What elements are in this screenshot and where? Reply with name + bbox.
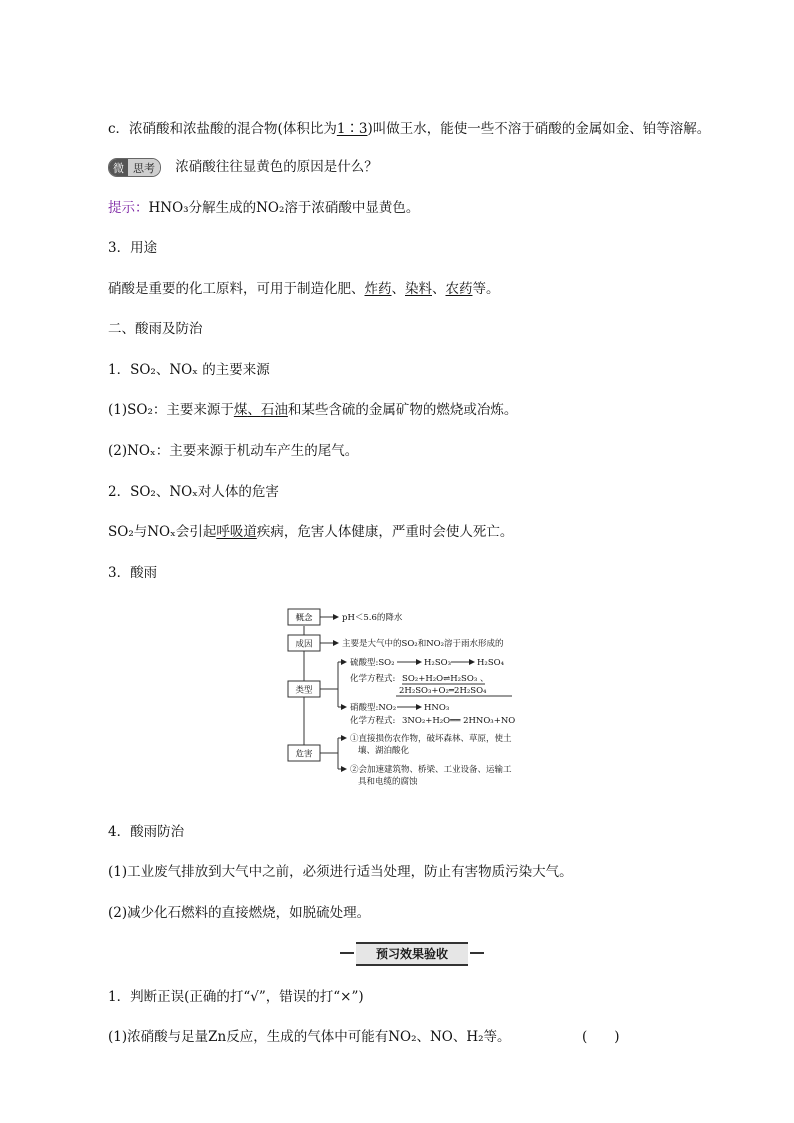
paragraph-prevention-2: (2)减少化石燃料的直接燃烧，如脱硫处理。 — [108, 905, 371, 921]
equation-2: 2H₂SO₃+O₂═2H₂SO₄ — [399, 686, 487, 696]
usage-explosives: 炸药 — [364, 281, 392, 297]
hint-row — [108, 196, 419, 216]
aqua-regia-suffix: )叫做王水，能使一些不溶于硝酸的金属如金、铂等溶解。 — [367, 121, 711, 137]
heading-prevention: 4．酸雨防治 — [108, 824, 185, 840]
paragraph-harm — [108, 520, 513, 540]
equation-label-2: 化学方程式: — [350, 716, 396, 726]
heading-acid-rain: 3．酸雨 — [108, 565, 158, 581]
src1-oil: 石油 — [260, 402, 288, 418]
src1-prefix: (1)SO₂：主要来源于 — [108, 402, 234, 418]
think-badge-right: 思考 — [128, 159, 160, 176]
acid-rain-diagram — [280, 603, 550, 788]
question-1-answer-blank[interactable]: ( ) — [582, 1029, 620, 1045]
think-question: 浓硝酸往往显黄色的原因是什么？ — [175, 159, 378, 175]
heading-section-2: 二、酸雨及防治 — [108, 321, 203, 337]
usage-prefix: 硝酸是重要的化工原料，可用于制造化肥、 — [108, 281, 365, 297]
aqua-regia-ratio: 1∶3 — [336, 121, 368, 137]
paragraph-source-so2 — [108, 398, 517, 418]
aqua-regia-prefix: c．浓硝酸和浓盐酸的混合物(体积比为 — [108, 121, 337, 137]
section-title-preview-check: 预习效果验收 — [356, 942, 468, 966]
box-harm: 危害 — [295, 749, 313, 760]
usage-sep1: 、 — [391, 281, 405, 297]
usage-dyes: 染料 — [405, 281, 432, 297]
sulfur-product-1: H₂SO₃ — [424, 658, 452, 668]
src1-suffix: 和某些含硫的金属矿物的燃烧或冶炼。 — [287, 402, 518, 418]
harm-1-line-a: ①直接损伤农作物，破坏森林、草原，使土 — [350, 734, 512, 744]
harm-1-line-b: 壤、湖泊酸化 — [358, 746, 410, 756]
question-heading: 1．判断正误(正确的打“√”，错误的打“×”) — [108, 989, 364, 1005]
harm-respiratory: 呼吸道 — [216, 524, 257, 540]
hint-text: HNO₃分解生成的NO₂溶于浓硝酸中显黄色。 — [148, 200, 420, 216]
harm-prefix: SO₂与NOₓ会引起 — [108, 524, 217, 540]
paragraph-prevention-1: (1)工业废气排放到大气中之前，必须进行适当处理，防止有害物质污染大气。 — [108, 864, 573, 880]
usage-pesticides: 农药 — [445, 281, 473, 297]
question-1 — [108, 1025, 511, 1045]
nitric-type-label: 硝酸型:NO₂ — [350, 703, 397, 713]
box-concept: 概念 — [295, 613, 313, 624]
heading-sources: 1．SO₂、NOₓ 的主要来源 — [108, 362, 270, 378]
heading-harm: 2．SO₂、NOₓ对人体的危害 — [108, 484, 279, 500]
paragraph-usage — [108, 277, 500, 297]
sulfur-type-label: 硫酸型:SO₂ — [350, 658, 395, 668]
usage-suffix: 等。 — [472, 281, 500, 297]
heading-usage: 3．用途 — [108, 240, 158, 256]
nitric-product: HNO₃ — [424, 703, 450, 713]
cause-text: 主要是大气中的SO₂和NO₂溶于雨水形成的 — [342, 639, 504, 649]
usage-sep2: 、 — [432, 281, 446, 297]
equation-label-1: 化学方程式: — [350, 674, 396, 684]
box-cause: 成因 — [295, 639, 313, 650]
hint-label: 提示： — [108, 200, 149, 216]
sulfur-product-2: H₂SO₄ — [477, 658, 505, 668]
paragraph-source-nox: (2)NOₓ：主要来源于机动车产生的尾气。 — [108, 443, 359, 459]
think-question-row — [108, 155, 378, 177]
src1-sep: 、 — [247, 402, 261, 418]
equation-1: SO₂+H₂O⇌H₂SO₃ 、 — [402, 674, 489, 684]
harm-suffix: 疾病，危害人体健康，严重时会使人死亡。 — [256, 524, 514, 540]
paragraph-aqua-regia — [108, 117, 710, 137]
src1-coal: 煤 — [233, 402, 248, 418]
concept-text: pH＜5.6的降水 — [342, 613, 403, 623]
think-badge-left: 微 — [109, 159, 128, 176]
box-type: 类型 — [295, 685, 313, 696]
harm-2-line-b: 具和电缆的腐蚀 — [358, 777, 418, 787]
question-1-text: (1)浓硝酸与足量Zn反应，生成的气体中可能有NO₂、NO、H₂等。 — [108, 1029, 511, 1045]
harm-2-line-a: ②会加速建筑物、桥梁、工业设备、运输工 — [350, 765, 512, 775]
equation-3: 3NO₂+H₂O══ 2HNO₃+NO — [402, 716, 516, 726]
think-badge — [108, 158, 161, 177]
